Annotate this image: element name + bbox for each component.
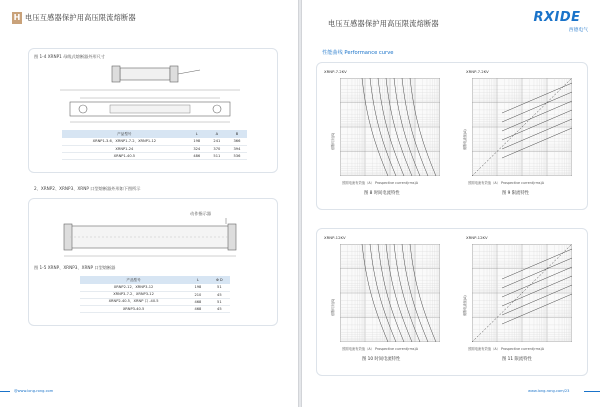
table-cell: 536 <box>227 152 247 159</box>
chart-y-label: 截断电流值(A) <box>463 295 467 316</box>
logo-subtitle: 西德电气 <box>568 28 588 33</box>
table-cell: XRNP2-12、XRNP3-12 <box>80 284 187 291</box>
footer-rule <box>0 391 10 392</box>
table-cell: XRNP2-40.5、XRNP 口 -40.5 <box>80 298 187 305</box>
table-cell: 370 <box>207 145 227 152</box>
table-cell: XRNP1-3.6、XRNP1-7.2、XRNP1-12 <box>62 138 187 145</box>
table-row <box>80 284 230 291</box>
table-row <box>62 152 247 159</box>
table-cell: 198 <box>187 138 207 145</box>
table-cell: XRNP3-7.2、XRNP3-12 <box>80 291 187 298</box>
table-cell: 241 <box>207 138 227 145</box>
chart-title: XRNP-7.2KV <box>324 69 347 74</box>
table-cell: 51 <box>209 284 230 291</box>
table-row <box>80 291 230 298</box>
current-limiting-chart <box>472 78 572 176</box>
chart-y-label: 熔断时间(S) <box>331 298 335 316</box>
current-limiting-chart <box>472 244 572 342</box>
table-header: A <box>207 130 227 138</box>
chart-x-label: 预期电流有效值（A） Prospective current(rms)A <box>342 347 419 351</box>
right-page <box>302 0 600 407</box>
table-cell: 51 <box>209 298 230 305</box>
figure-1-label: 图 1-4 XRNP1 母线式熔断器外形尺寸 <box>34 54 105 59</box>
chart-y-label: 熔断时间(S) <box>331 132 335 150</box>
chart-caption: 图 11 限流特性 <box>502 357 532 362</box>
time-current-chart <box>340 244 440 342</box>
indicator-callout: 动作指示器 <box>190 211 211 216</box>
table-cell: 210 <box>187 291 209 298</box>
chart-title: XRNP-12KV <box>466 235 488 240</box>
cartridge-fuse-drawing <box>50 216 250 262</box>
table-cell: 394 <box>227 145 247 152</box>
chart-caption: 图 9 限流特性 <box>502 191 529 196</box>
table-cell: XRNP1-24 <box>62 145 187 152</box>
chart-title: XRNP-12KV <box>324 235 346 240</box>
table-row <box>80 298 230 305</box>
table-cell: 45 <box>209 291 230 298</box>
table-header: L <box>187 130 207 138</box>
table-cell: 468 <box>187 298 209 305</box>
chart-x-label: 预期电流有效值（A） Prospective current(rms)A <box>468 181 545 185</box>
chart-title: XRNP-7.2KV <box>466 69 489 74</box>
table-cell: XRNP1-40.5 <box>62 152 187 159</box>
table-cell: 198 <box>187 284 209 291</box>
table-row <box>62 138 247 145</box>
page-title: 电压互感器保护用高压限流熔断器 <box>25 13 136 22</box>
footer-url[interactable]: @www.long-rong.com <box>14 389 54 393</box>
chart-x-label: 预期电流有效值（A） Prospective current(rms)A <box>342 181 419 185</box>
section-badge: H <box>13 13 21 22</box>
section-2-text: 2、XRNP2、XRNP3、XRNP 口型熔断器外形如下图所示 <box>34 186 141 191</box>
table-cell: 486 <box>187 152 207 159</box>
footer-rule <box>584 391 600 392</box>
chart-caption: 图 8 时间电流特性 <box>364 191 400 196</box>
table-header: 产品型号 <box>62 130 187 138</box>
spec-table-1 <box>62 130 247 160</box>
left-page <box>0 0 298 407</box>
chart-caption: 图 10 时间电流特性 <box>362 357 401 362</box>
busbar-fuse-drawing <box>50 60 250 128</box>
time-current-chart <box>340 78 440 176</box>
table-header: Φ D <box>209 276 230 284</box>
figure-2-label: 图 1-5 XRNP、XRNP3、XRNP 口型熔断器 <box>34 265 116 270</box>
logo-wordmark: RXIDE <box>533 10 581 25</box>
table-cell: XRNP3-40.5 <box>80 305 187 312</box>
table-row <box>62 145 247 152</box>
footer-url[interactable]: www.long-rong.com/23 <box>528 389 570 393</box>
table-cell: 324 <box>187 145 207 152</box>
table-header: B <box>227 130 247 138</box>
chart-x-label: 预期电流有效值（A） Prospective current(rms)A <box>468 347 545 351</box>
table-header: 产品型号 <box>80 276 187 284</box>
table-cell: 511 <box>207 152 227 159</box>
table-cell: 366 <box>227 138 247 145</box>
section-heading: 性能曲线 Performance curve <box>322 50 394 56</box>
page-title: 电压互感器保护用高压限流熔断器 <box>328 19 439 28</box>
table-cell: 45 <box>209 305 230 312</box>
table-row <box>80 305 230 312</box>
table-cell: 468 <box>187 305 209 312</box>
spec-table-2 <box>80 276 230 313</box>
brand-logo <box>526 10 588 36</box>
chart-y-label: 截断电流值(A) <box>463 129 467 150</box>
table-header: L <box>187 276 209 284</box>
